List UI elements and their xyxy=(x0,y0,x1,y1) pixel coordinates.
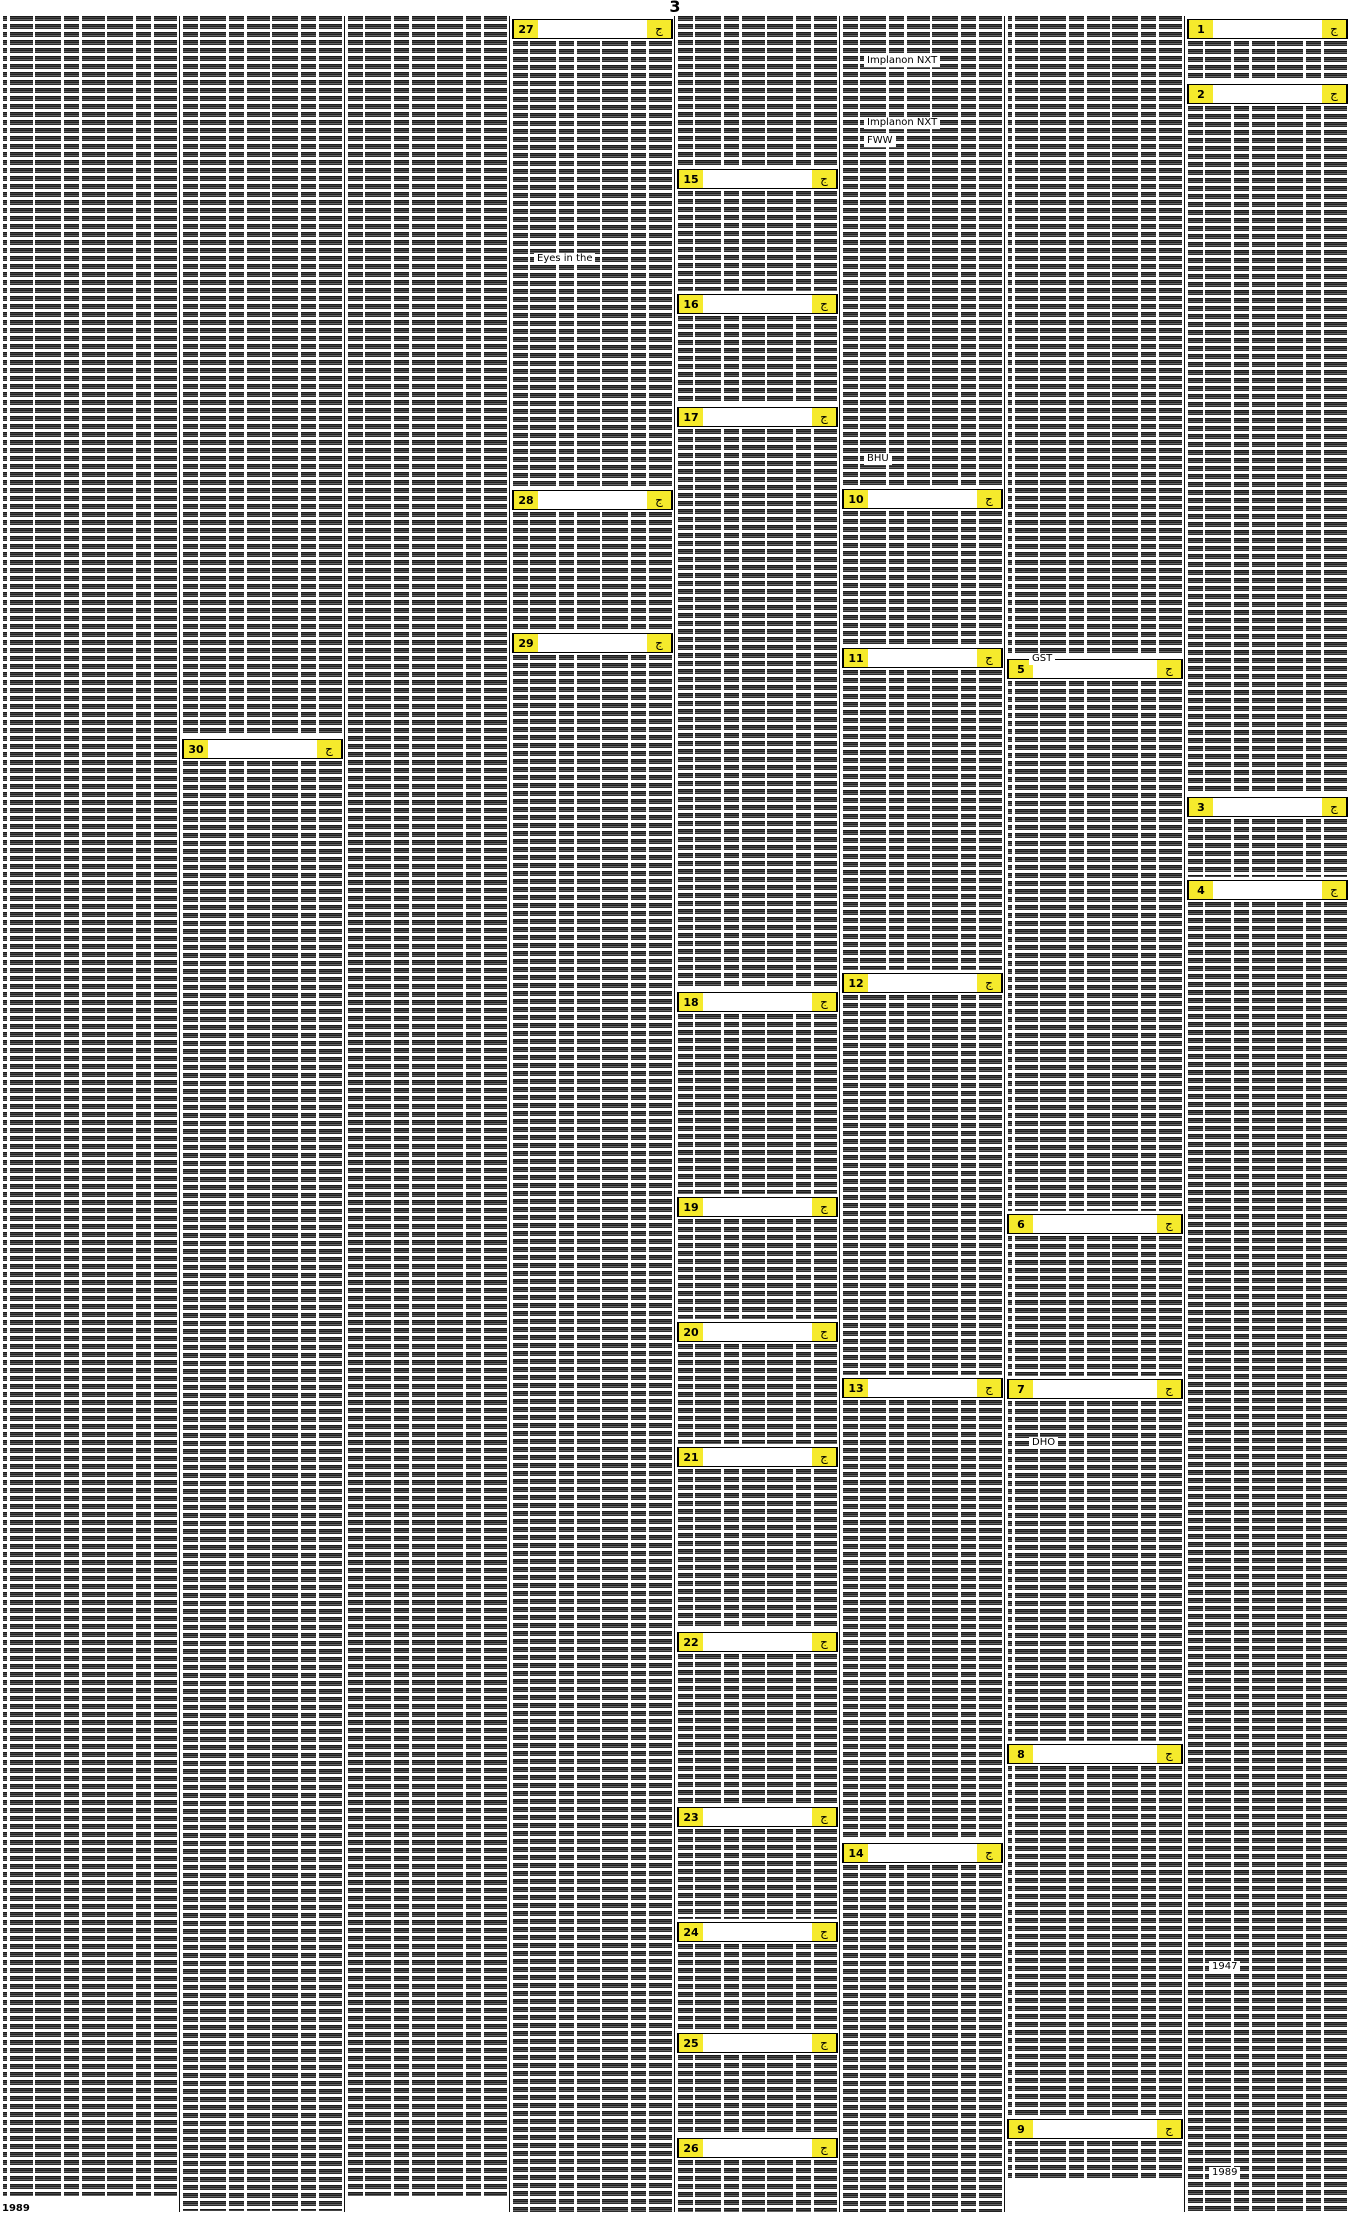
column-8 xyxy=(0,16,180,2212)
header-symbol: ج xyxy=(812,2139,837,2157)
header-symbol: ج xyxy=(647,20,672,38)
article-number: 15 xyxy=(678,170,703,188)
article-body xyxy=(678,1469,837,1629)
article-header-14 xyxy=(842,1843,1003,1863)
article-body xyxy=(678,191,837,291)
header-symbol: ج xyxy=(812,408,837,426)
header-bar xyxy=(868,1379,977,1397)
inline-latin-text: Implanon NXT xyxy=(864,55,940,67)
article-body xyxy=(183,761,342,2211)
header-bar xyxy=(1213,881,1322,899)
article-body xyxy=(348,16,507,2196)
header-bar xyxy=(1033,2120,1157,2138)
article-body xyxy=(843,511,1002,645)
inline-latin-text: DHO xyxy=(1029,1437,1058,1449)
article-number: 8 xyxy=(1008,1745,1033,1763)
header-bar xyxy=(703,2034,812,2052)
header-bar xyxy=(868,1844,977,1862)
article-number: 12 xyxy=(843,974,868,992)
article-body xyxy=(678,2055,837,2135)
column-5 xyxy=(509,16,675,2212)
header-symbol: ج xyxy=(1157,1215,1182,1233)
article-header-15 xyxy=(677,169,838,189)
article-header-17 xyxy=(677,407,838,427)
inline-latin-text: 1947 xyxy=(1209,1961,1240,1973)
article-body xyxy=(1188,41,1347,81)
article-header-3 xyxy=(1187,797,1348,817)
inline-latin-text: Implanon NXT xyxy=(864,117,940,129)
article-header-8 xyxy=(1007,1744,1183,1764)
header-symbol: ج xyxy=(812,2034,837,2052)
article-header-23 xyxy=(677,1807,838,1827)
article-number: 9 xyxy=(1008,2120,1033,2138)
header-bar xyxy=(868,649,977,667)
header-symbol: ج xyxy=(812,1808,837,1826)
header-bar xyxy=(1033,1745,1157,1763)
header-bar xyxy=(703,1198,812,1216)
column-1 xyxy=(1184,16,1350,2212)
article-number: 19 xyxy=(678,1198,703,1216)
article-number: 7 xyxy=(1008,1380,1033,1398)
article-number: 1 xyxy=(1188,20,1213,38)
article-body xyxy=(1008,1401,1182,1741)
article-number: 2 xyxy=(1188,85,1213,103)
header-bar xyxy=(868,490,977,508)
article-body xyxy=(1188,902,1347,2212)
article-number: 30 xyxy=(183,740,208,758)
article-number: 25 xyxy=(678,2034,703,2052)
header-bar xyxy=(703,2139,812,2157)
header-symbol: ج xyxy=(977,974,1002,992)
article-body xyxy=(513,512,672,630)
header-bar xyxy=(703,1808,812,1826)
article-header-18 xyxy=(677,992,838,1012)
article-body xyxy=(843,995,1002,1375)
article-header-27 xyxy=(512,19,673,39)
article-header-1 xyxy=(1187,19,1348,39)
header-symbol: ج xyxy=(812,295,837,313)
article-body xyxy=(1008,681,1182,1211)
header-symbol: ج xyxy=(1157,2120,1182,2138)
article-number: 23 xyxy=(678,1808,703,1826)
article-header-21 xyxy=(677,1447,838,1467)
article-header-12 xyxy=(842,973,1003,993)
header-symbol: ج xyxy=(647,491,672,509)
article-number: 26 xyxy=(678,2139,703,2157)
article-header-22 xyxy=(677,1632,838,1652)
header-bar xyxy=(1213,85,1322,103)
header-symbol: ج xyxy=(1322,20,1347,38)
header-bar xyxy=(703,1323,812,1341)
header-symbol: ج xyxy=(812,1448,837,1466)
header-symbol: ج xyxy=(812,1633,837,1651)
header-bar xyxy=(703,1448,812,1466)
article-header-6 xyxy=(1007,1214,1183,1234)
article-header-16 xyxy=(677,294,838,314)
article-body xyxy=(3,16,177,2196)
article-body xyxy=(678,316,837,404)
article-body xyxy=(678,1014,837,1194)
column-6 xyxy=(344,16,510,2212)
article-body xyxy=(678,2160,837,2212)
column-7 xyxy=(179,16,345,2212)
header-bar xyxy=(703,993,812,1011)
header-symbol: ج xyxy=(812,993,837,1011)
footer-year: 1989 xyxy=(2,2203,30,2214)
article-number: 20 xyxy=(678,1323,703,1341)
article-header-29 xyxy=(512,633,673,653)
inline-latin-text: FWW xyxy=(864,135,896,147)
article-number: 10 xyxy=(843,490,868,508)
article-header-24 xyxy=(677,1922,838,1942)
header-symbol: ج xyxy=(1157,1745,1182,1763)
article-number: 13 xyxy=(843,1379,868,1397)
header-bar xyxy=(208,740,317,758)
article-body xyxy=(1008,1236,1182,1376)
page-number: 3 xyxy=(669,0,681,16)
article-header-10 xyxy=(842,489,1003,509)
header-bar xyxy=(538,491,647,509)
header-symbol: ج xyxy=(977,649,1002,667)
article-header-30 xyxy=(182,739,343,759)
article-body xyxy=(843,670,1002,970)
article-body xyxy=(843,1865,1002,2212)
header-symbol: ج xyxy=(1322,798,1347,816)
header-bar xyxy=(1213,798,1322,816)
article-number: 28 xyxy=(513,491,538,509)
article-number: 17 xyxy=(678,408,703,426)
article-number: 16 xyxy=(678,295,703,313)
article-number: 21 xyxy=(678,1448,703,1466)
article-body xyxy=(678,1829,837,1919)
article-body xyxy=(513,655,672,2212)
article-header-26 xyxy=(677,2138,838,2158)
article-body xyxy=(1008,2141,1182,2181)
header-symbol: ج xyxy=(977,490,1002,508)
article-number: 4 xyxy=(1188,881,1213,899)
header-bar xyxy=(703,1633,812,1651)
header-bar xyxy=(1033,1380,1157,1398)
article-body xyxy=(843,1400,1002,1840)
article-body xyxy=(678,1654,837,1804)
header-symbol: ج xyxy=(1322,85,1347,103)
header-bar xyxy=(538,20,647,38)
article-body xyxy=(678,429,837,989)
header-bar xyxy=(703,295,812,313)
header-symbol: ج xyxy=(977,1379,1002,1397)
article-number: 5 xyxy=(1008,660,1033,678)
inline-latin-text: Eyes in the xyxy=(534,253,595,265)
article-number: 29 xyxy=(513,634,538,652)
article-number: 11 xyxy=(843,649,868,667)
article-body xyxy=(678,1219,837,1319)
article-body xyxy=(843,16,1002,486)
header-symbol: ج xyxy=(812,170,837,188)
article-body xyxy=(1008,16,1182,656)
header-bar xyxy=(703,170,812,188)
header-bar xyxy=(703,408,812,426)
article-header-2 xyxy=(1187,84,1348,104)
article-header-28 xyxy=(512,490,673,510)
article-number: 6 xyxy=(1008,1215,1033,1233)
article-number: 18 xyxy=(678,993,703,1011)
article-body xyxy=(678,16,837,166)
article-number: 3 xyxy=(1188,798,1213,816)
article-body xyxy=(183,16,342,736)
header-bar xyxy=(1213,20,1322,38)
header-bar xyxy=(538,634,647,652)
inline-latin-text: GST xyxy=(1029,653,1055,665)
article-header-9 xyxy=(1007,2119,1183,2139)
header-symbol: ج xyxy=(977,1844,1002,1862)
header-symbol: ج xyxy=(812,1198,837,1216)
column-3 xyxy=(839,16,1005,2212)
article-number: 24 xyxy=(678,1923,703,1941)
article-body xyxy=(1188,819,1347,877)
article-body xyxy=(678,1344,837,1444)
header-symbol: ج xyxy=(1322,881,1347,899)
header-bar xyxy=(1033,1215,1157,1233)
article-header-19 xyxy=(677,1197,838,1217)
article-number: 14 xyxy=(843,1844,868,1862)
article-header-25 xyxy=(677,2033,838,2053)
inline-latin-text: 1989 xyxy=(1209,2167,1240,2179)
article-header-20 xyxy=(677,1322,838,1342)
header-symbol: ج xyxy=(647,634,672,652)
article-body xyxy=(1008,1766,1182,2116)
header-symbol: ج xyxy=(1157,1380,1182,1398)
article-body xyxy=(1188,106,1347,794)
article-number: 27 xyxy=(513,20,538,38)
header-symbol: ج xyxy=(812,1923,837,1941)
article-body xyxy=(678,1944,837,2030)
inline-latin-text: BHU xyxy=(864,453,892,465)
header-symbol: ج xyxy=(812,1323,837,1341)
header-symbol: ج xyxy=(1157,660,1182,678)
header-bar xyxy=(868,974,977,992)
header-symbol: ج xyxy=(317,740,342,758)
column-4 xyxy=(674,16,840,2212)
article-header-13 xyxy=(842,1378,1003,1398)
column-2 xyxy=(1004,16,1185,2212)
article-number: 22 xyxy=(678,1633,703,1651)
article-header-11 xyxy=(842,648,1003,668)
header-bar xyxy=(703,1923,812,1941)
article-header-7 xyxy=(1007,1379,1183,1399)
article-header-4 xyxy=(1187,880,1348,900)
